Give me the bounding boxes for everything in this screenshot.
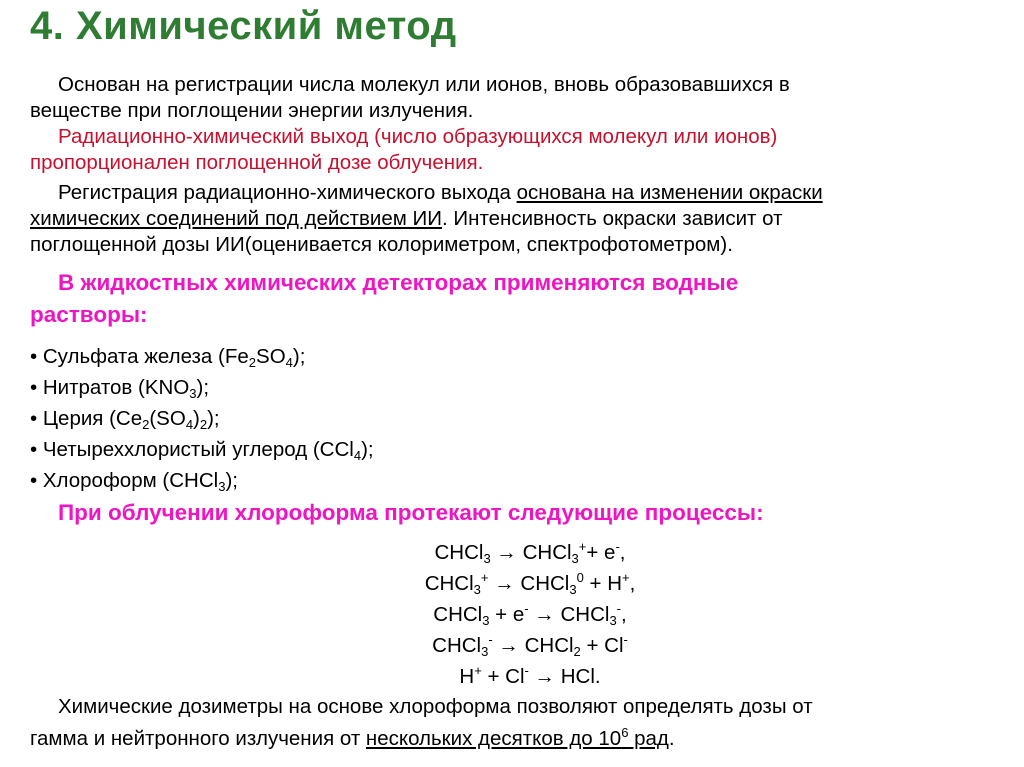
para2-line2: пропорционален поглощенной дозе облучения. xyxy=(30,151,484,174)
para4-underlined: нескольких десятков до $10^6$ рад xyxy=(365,725,669,750)
bullet-iron-sulfate: • Сульфата железа $(Fe_2SO_4)$; xyxy=(30,345,306,370)
para3-underlined: основана на изменении окраски xyxy=(516,181,823,204)
equation-2: CHCl$_3$+ → CHCl$_3^0$ + H+, xyxy=(424,570,636,597)
equation-1: CHCl$_3$ → CHCl$_3$++ e-, xyxy=(434,539,626,566)
para3-line1 xyxy=(58,180,823,206)
slide-title: 4. Химический метод xyxy=(30,4,457,48)
bullet-chloroform: • Хлороформ (CHCl$_3$); xyxy=(30,469,238,494)
para3-underlined: химических соединений под действием ИИ xyxy=(30,207,442,230)
bullet-carbon-tetrachloride: • Четыреххлористый углерод (CCl$_4$); xyxy=(30,438,374,463)
para4-line1: Химические дозиметры на основе хлороформа позволяют определять дозы от xyxy=(58,695,813,718)
para3-text: Регистрация радиационно-химического выхода xyxy=(58,181,517,204)
heading1-line1: В жидкостных химических детекторах применяются водные xyxy=(58,270,739,295)
equation-3: CHCl$_3$ + e- → CHCl$_3$-, xyxy=(433,601,627,628)
para1-line2: веществе при поглощении энергии излучения. xyxy=(30,99,474,122)
equation-5: H+ + Cl- → HCl. xyxy=(459,663,601,688)
equation-4: CHCl$_3$- → CHCl$_2$ + Cl- xyxy=(432,632,628,659)
heading1-line2: растворы: xyxy=(30,302,148,327)
para2-line1: Радиационно-химический выход (число образующихся молекул или ионов) xyxy=(58,125,778,148)
para3-line2 xyxy=(30,206,782,232)
heading2: При облучении хлороформа протекают следующие процессы: xyxy=(58,500,764,525)
bullet-cerium: • Церия $(Ce_2(SO_4)_2)$; xyxy=(30,407,220,432)
para3-text: . Интенсивность окраски зависит от xyxy=(442,207,783,230)
para3-line3: поглощенной дозы ИИ(оценивается колориметром, спектрофотометром). xyxy=(30,233,733,256)
para4-line2: гамма и нейтронного излучения от нескольких десятков до $10^6$ рад. xyxy=(30,725,675,750)
para1-line1: Основан на регистрации числа молекул или ионов, вновь образовавшихся в xyxy=(58,73,790,96)
bullet-nitrates: • Нитратов $(KNO_3)$; xyxy=(30,376,210,401)
